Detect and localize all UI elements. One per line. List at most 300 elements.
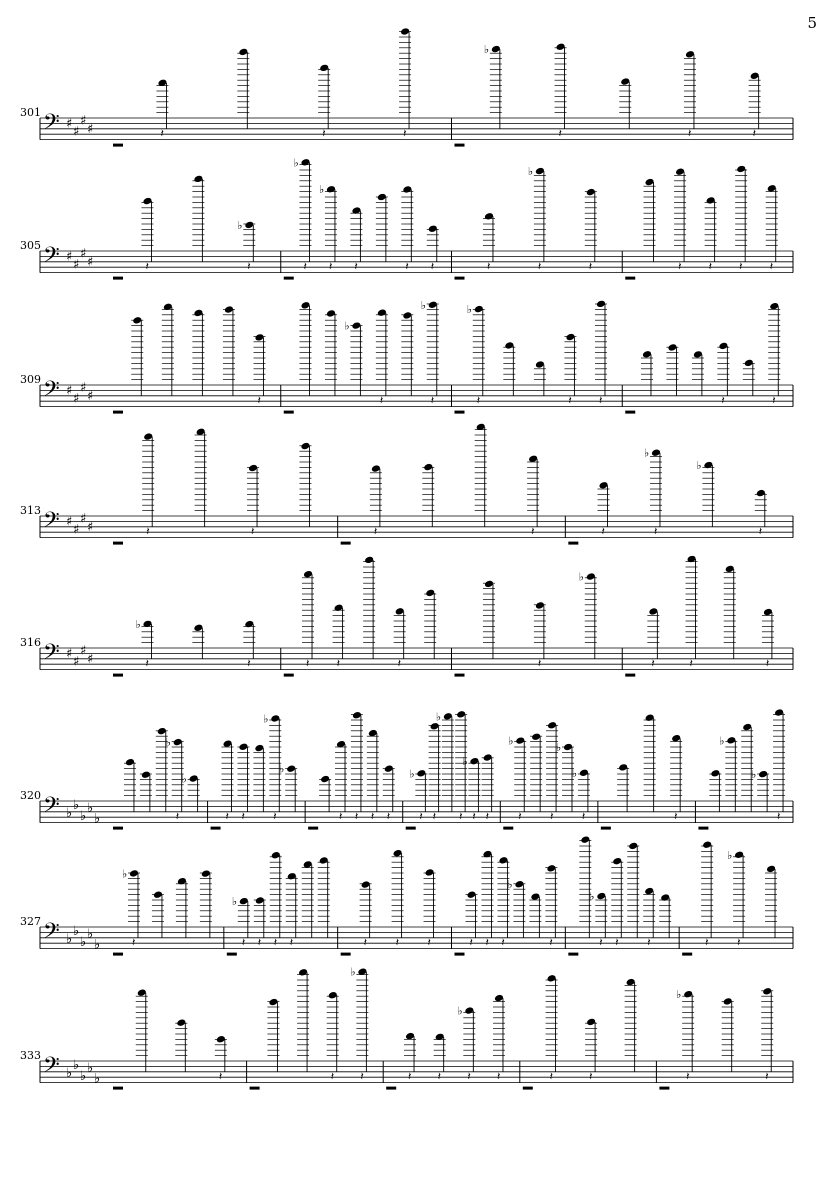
notehead (467, 890, 477, 899)
key-signature-accidental: ♭ (94, 811, 101, 827)
rest (406, 827, 416, 830)
notehead (667, 343, 677, 352)
key-signature-accidental: ♯ (80, 113, 87, 129)
notehead (201, 869, 211, 878)
key-signature-accidental: ♯ (80, 511, 87, 527)
notehead (189, 774, 199, 783)
rest (284, 277, 294, 280)
rest (113, 144, 123, 147)
notehead (300, 442, 310, 451)
page-number: 5 (807, 14, 817, 32)
rest: 𝄽 (145, 260, 149, 274)
notehead (726, 736, 736, 745)
key-signature-accidental: ♯ (73, 654, 80, 670)
notehead (660, 893, 670, 902)
notehead (377, 193, 387, 202)
key-signature-accidental: ♯ (66, 646, 73, 662)
notehead (303, 570, 313, 579)
rest: 𝄽 (467, 1070, 471, 1084)
rest: 𝄽 (273, 936, 278, 950)
notehead (153, 890, 163, 899)
notehead (254, 744, 264, 753)
rest (455, 953, 465, 956)
rest (455, 674, 465, 677)
notehead (423, 463, 433, 472)
rest: 𝄽 (486, 260, 491, 274)
rest: 𝄽 (588, 260, 593, 274)
rest (341, 953, 351, 956)
notehead (271, 851, 281, 860)
key-signature-accidental: ♯ (73, 522, 80, 538)
notehead (628, 842, 638, 851)
rest (568, 953, 578, 956)
notehead (547, 974, 557, 983)
rest: 𝄽 (419, 810, 423, 824)
flat-accidental: ♭ (676, 988, 682, 1002)
flat-accidental: ♭ (527, 165, 534, 179)
rest: 𝄽 (537, 657, 542, 671)
notehead (326, 185, 336, 194)
notehead (693, 350, 703, 359)
rest: 𝄽 (218, 1070, 223, 1084)
flat-accidental: ♭ (466, 303, 472, 317)
flat-accidental: ♭ (643, 446, 650, 460)
rest (503, 827, 513, 830)
rest: 𝄽 (430, 260, 435, 274)
notehead (319, 64, 329, 73)
notehead (320, 775, 330, 784)
bass-clef-icon: 𝄢 (43, 793, 60, 823)
rest (113, 827, 123, 830)
key-signature-accidental: ♯ (73, 391, 80, 407)
notehead (443, 712, 453, 721)
flat-accidental: ♭ (555, 740, 562, 754)
staff-system (20, 555, 793, 677)
bass-clef-icon: 𝄢 (43, 508, 60, 538)
notehead (580, 835, 590, 844)
notehead (491, 45, 501, 54)
notehead (474, 305, 484, 314)
rest: 𝄽 (370, 810, 375, 824)
rest: 𝄽 (689, 657, 693, 671)
key-signature-accidental: ♭ (80, 1068, 87, 1084)
rest: 𝄽 (160, 127, 164, 141)
flat-accidental: ♭ (571, 766, 578, 780)
notehead (286, 764, 296, 773)
flat-accidental: ♭ (263, 712, 269, 726)
notehead (298, 968, 308, 977)
flat-accidental: ♭ (279, 762, 285, 776)
key-signature-accidental: ♭ (87, 800, 94, 816)
rest: 𝄽 (687, 127, 692, 141)
rest: 𝄽 (408, 1070, 412, 1084)
staff-system (20, 423, 793, 545)
notehead (531, 732, 541, 741)
notehead (301, 158, 311, 167)
notehead (644, 887, 654, 896)
notehead (425, 589, 435, 598)
flat-accidental: ♭ (435, 710, 442, 724)
notehead (645, 713, 655, 722)
key-signature-accidental: ♯ (66, 514, 73, 530)
rest: 𝄽 (339, 810, 343, 824)
rest: 𝄽 (765, 1070, 769, 1084)
notehead (763, 608, 773, 617)
rest: 𝄽 (145, 657, 149, 671)
flat-accidental: ♭ (121, 867, 128, 881)
rest: 𝄽 (599, 936, 603, 950)
notehead (703, 461, 713, 470)
rest: 𝄽 (674, 810, 678, 824)
rest: 𝄽 (589, 1070, 593, 1084)
notehead (173, 738, 183, 747)
notehead (402, 185, 412, 194)
flat-accidental: ♭ (457, 1004, 463, 1018)
notehead (599, 481, 609, 490)
bass-clef-icon: 𝄢 (43, 110, 60, 140)
measure-number: 316 (20, 636, 41, 649)
notehead (428, 224, 438, 233)
rest: 𝄽 (336, 657, 340, 671)
key-signature-accidental: ♯ (87, 651, 94, 667)
notehead (137, 988, 147, 997)
rest: 𝄽 (373, 525, 378, 539)
rest: 𝄽 (430, 394, 435, 408)
flat-accidental: ♭ (181, 772, 187, 786)
rest: 𝄽 (765, 657, 770, 671)
flat-accidental: ♭ (293, 156, 299, 170)
notehead (319, 856, 329, 865)
rest: 𝄽 (303, 260, 307, 274)
flat-accidental: ♭ (483, 43, 490, 57)
notehead (706, 196, 716, 205)
rest (113, 953, 123, 956)
notehead (756, 489, 766, 498)
notehead (469, 757, 479, 766)
notehead (223, 739, 233, 748)
flat-accidental: ♭ (589, 890, 595, 904)
rest: 𝄽 (772, 394, 776, 408)
notehead (710, 769, 720, 778)
notehead (671, 734, 681, 743)
rest (284, 411, 294, 414)
rest: 𝄽 (581, 810, 586, 824)
notehead (176, 1018, 186, 1027)
notehead (402, 311, 412, 320)
rest: 𝄽 (777, 810, 781, 824)
rest: 𝄽 (322, 127, 326, 141)
notehead (766, 865, 776, 874)
notehead (395, 607, 405, 616)
notehead (742, 723, 752, 732)
rest: 𝄽 (251, 525, 255, 539)
notehead (596, 300, 606, 309)
notehead (238, 743, 248, 752)
notehead (762, 987, 772, 996)
bass-clef-icon: 𝄢 (43, 640, 60, 670)
flat-accidental: ♭ (462, 755, 468, 769)
notehead (504, 341, 514, 350)
rest: 𝄽 (459, 810, 463, 824)
notehead (364, 556, 374, 565)
key-signature-accidental: ♯ (73, 257, 80, 273)
rest: 𝄽 (469, 936, 473, 950)
flat-accidental: ♭ (508, 734, 514, 748)
rest: 𝄽 (601, 525, 605, 539)
flat-accidental: ♭ (727, 848, 733, 862)
key-signature-accidental: ♭ (80, 934, 87, 950)
rest: 𝄽 (405, 260, 409, 274)
rest: 𝄽 (476, 394, 481, 408)
flat-accidental: ♭ (578, 570, 584, 584)
key-signature-accidental: ♭ (66, 806, 73, 822)
rest: 𝄽 (537, 260, 542, 274)
notehead (132, 316, 142, 325)
notehead (685, 50, 695, 59)
key-signature-accidental: ♯ (80, 380, 87, 396)
rest: 𝄽 (241, 936, 246, 950)
notehead (268, 998, 278, 1007)
notehead (193, 624, 203, 633)
measure-number: 305 (20, 239, 41, 252)
notehead (142, 620, 152, 629)
notehead (270, 714, 280, 723)
rest: 𝄽 (225, 810, 229, 824)
measure-number: 327 (20, 915, 41, 928)
notehead (498, 856, 508, 865)
notehead (371, 464, 381, 473)
notehead (648, 607, 658, 616)
notehead (416, 769, 426, 778)
measure-number: 313 (20, 504, 41, 517)
key-signature-accidental: ♭ (73, 1058, 80, 1074)
bass-clef-icon: 𝄢 (43, 1053, 60, 1083)
rest: 𝄽 (496, 1070, 501, 1084)
rest: 𝄽 (549, 1070, 553, 1084)
notehead (515, 736, 525, 745)
notehead (142, 197, 152, 206)
notehead (725, 565, 735, 574)
rest: 𝄽 (330, 1070, 335, 1084)
rest: 𝄽 (769, 260, 774, 274)
staff-system (20, 156, 793, 279)
rest: 𝄽 (379, 394, 384, 408)
staff-system (20, 299, 793, 414)
notehead (301, 301, 311, 310)
rest (386, 1087, 396, 1090)
notehead (514, 880, 524, 889)
notehead (224, 305, 234, 314)
rest: 𝄽 (598, 394, 603, 408)
notehead (535, 360, 545, 369)
notehead (687, 555, 697, 564)
rest (455, 411, 465, 414)
notehead (425, 868, 435, 877)
notehead (774, 708, 784, 717)
rest: 𝄽 (247, 657, 251, 671)
notehead (586, 188, 596, 197)
flat-accidental: ♭ (719, 734, 725, 748)
notehead (586, 572, 596, 581)
rest: 𝄽 (131, 936, 136, 950)
flat-accidental: ♭ (420, 298, 426, 312)
rest: 𝄽 (708, 260, 712, 274)
rest: 𝄽 (247, 260, 251, 274)
key-signature-accidental: ♯ (87, 388, 94, 404)
notehead (718, 342, 728, 351)
key-signature-accidental: ♭ (66, 1066, 73, 1082)
rest: 𝄽 (739, 260, 743, 274)
bass-clef-icon: 𝄢 (43, 919, 60, 949)
notehead (758, 770, 768, 779)
key-signature-accidental: ♯ (73, 124, 80, 140)
notehead (163, 303, 173, 312)
notehead (328, 991, 338, 1000)
notehead (393, 849, 403, 858)
rest: 𝄽 (273, 810, 277, 824)
notehead (287, 872, 297, 881)
rest: 𝄽 (403, 127, 407, 141)
flat-accidental: ♭ (344, 319, 350, 333)
notehead (193, 309, 203, 318)
rest: 𝄽 (363, 936, 368, 950)
rest (625, 674, 635, 677)
staff-system (20, 708, 793, 829)
notehead (683, 990, 693, 999)
key-signature-accidental: ♯ (66, 116, 73, 132)
rest (455, 144, 465, 147)
key-signature-accidental: ♭ (73, 798, 80, 814)
rest: 𝄽 (241, 810, 245, 824)
key-signature-accidental: ♭ (66, 932, 73, 948)
notehead (723, 997, 733, 1006)
staff-system (20, 966, 793, 1090)
rest: 𝄽 (328, 260, 333, 274)
rest: 𝄽 (146, 525, 150, 539)
rest: 𝄽 (518, 810, 522, 824)
notehead (546, 864, 556, 873)
notehead (734, 851, 744, 860)
rest: 𝄽 (175, 810, 180, 824)
rest: 𝄽 (395, 936, 399, 950)
rest (625, 277, 635, 280)
notehead (620, 77, 630, 86)
rest: 𝄽 (721, 394, 725, 408)
rest (113, 542, 123, 545)
rest: 𝄽 (651, 657, 655, 671)
rest: 𝄽 (615, 936, 619, 950)
notehead (494, 994, 504, 1003)
rest (601, 827, 611, 830)
notehead (334, 604, 344, 613)
key-signature-accidental: ♭ (87, 926, 94, 942)
rest (227, 953, 237, 956)
notehead (428, 301, 438, 310)
notehead (612, 857, 622, 866)
measure-number: 320 (20, 789, 41, 802)
rest: 𝄽 (549, 936, 553, 950)
rest: 𝄽 (354, 260, 358, 274)
rest (523, 1087, 533, 1090)
rest: 𝄽 (758, 525, 763, 539)
rest: 𝄽 (432, 810, 436, 824)
notehead (143, 432, 153, 441)
rest: 𝄽 (437, 1070, 442, 1084)
rest: 𝄽 (289, 936, 294, 950)
rest: 𝄽 (501, 936, 505, 950)
rest: 𝄽 (397, 657, 402, 671)
key-signature-accidental: ♯ (80, 643, 87, 659)
rest (113, 1087, 123, 1090)
notehead (255, 333, 265, 342)
notehead (193, 175, 203, 184)
rest: 𝄽 (737, 936, 741, 950)
flat-accidental: ♭ (507, 878, 513, 892)
notehead (377, 308, 387, 317)
rest: 𝄽 (686, 1070, 690, 1084)
notehead (351, 321, 361, 330)
rest (308, 827, 318, 830)
flat-accidental: ♭ (318, 183, 325, 197)
rest: 𝄽 (558, 127, 562, 141)
notehead (244, 620, 254, 629)
key-signature-accidental: ♭ (73, 924, 80, 940)
notehead (352, 711, 362, 720)
rest (113, 674, 123, 677)
notehead (239, 897, 249, 906)
rest: 𝄽 (678, 260, 682, 274)
rest (250, 1087, 260, 1090)
key-signature-accidental: ♭ (94, 1071, 101, 1087)
flat-accidental: ♭ (751, 768, 757, 782)
notehead (535, 167, 545, 176)
key-signature-accidental: ♭ (94, 937, 101, 953)
key-signature-accidental: ♯ (66, 383, 73, 399)
rest: 𝄽 (485, 936, 489, 950)
rest (659, 1087, 669, 1090)
notehead (248, 464, 258, 473)
rest: 𝄽 (427, 936, 431, 950)
flat-accidental: ♭ (165, 736, 171, 750)
notehead (157, 727, 167, 736)
flat-accidental: ♭ (237, 218, 243, 232)
staff-system (20, 27, 793, 146)
notehead (255, 896, 265, 905)
notehead (400, 27, 410, 36)
rest: 𝄽 (752, 127, 757, 141)
flat-accidental: ♭ (696, 459, 702, 473)
key-signature-accidental: ♯ (80, 246, 87, 262)
staff-system (20, 835, 793, 955)
rest: 𝄽 (257, 936, 262, 950)
bass-clef-icon: 𝄢 (43, 243, 60, 273)
notehead (565, 333, 575, 342)
flat-accidental: ♭ (350, 965, 356, 979)
notehead (361, 880, 371, 889)
rest (113, 277, 123, 280)
notehead (535, 601, 545, 610)
notehead (384, 764, 394, 773)
key-signature-accidental: ♯ (87, 121, 94, 137)
rest (698, 827, 708, 830)
notehead (456, 710, 466, 719)
rest (211, 827, 221, 830)
notehead (483, 753, 493, 762)
rest: 𝄽 (568, 394, 572, 408)
flat-accidental: ♭ (135, 617, 141, 631)
notehead (645, 178, 655, 187)
flat-accidental: ♭ (409, 767, 415, 781)
